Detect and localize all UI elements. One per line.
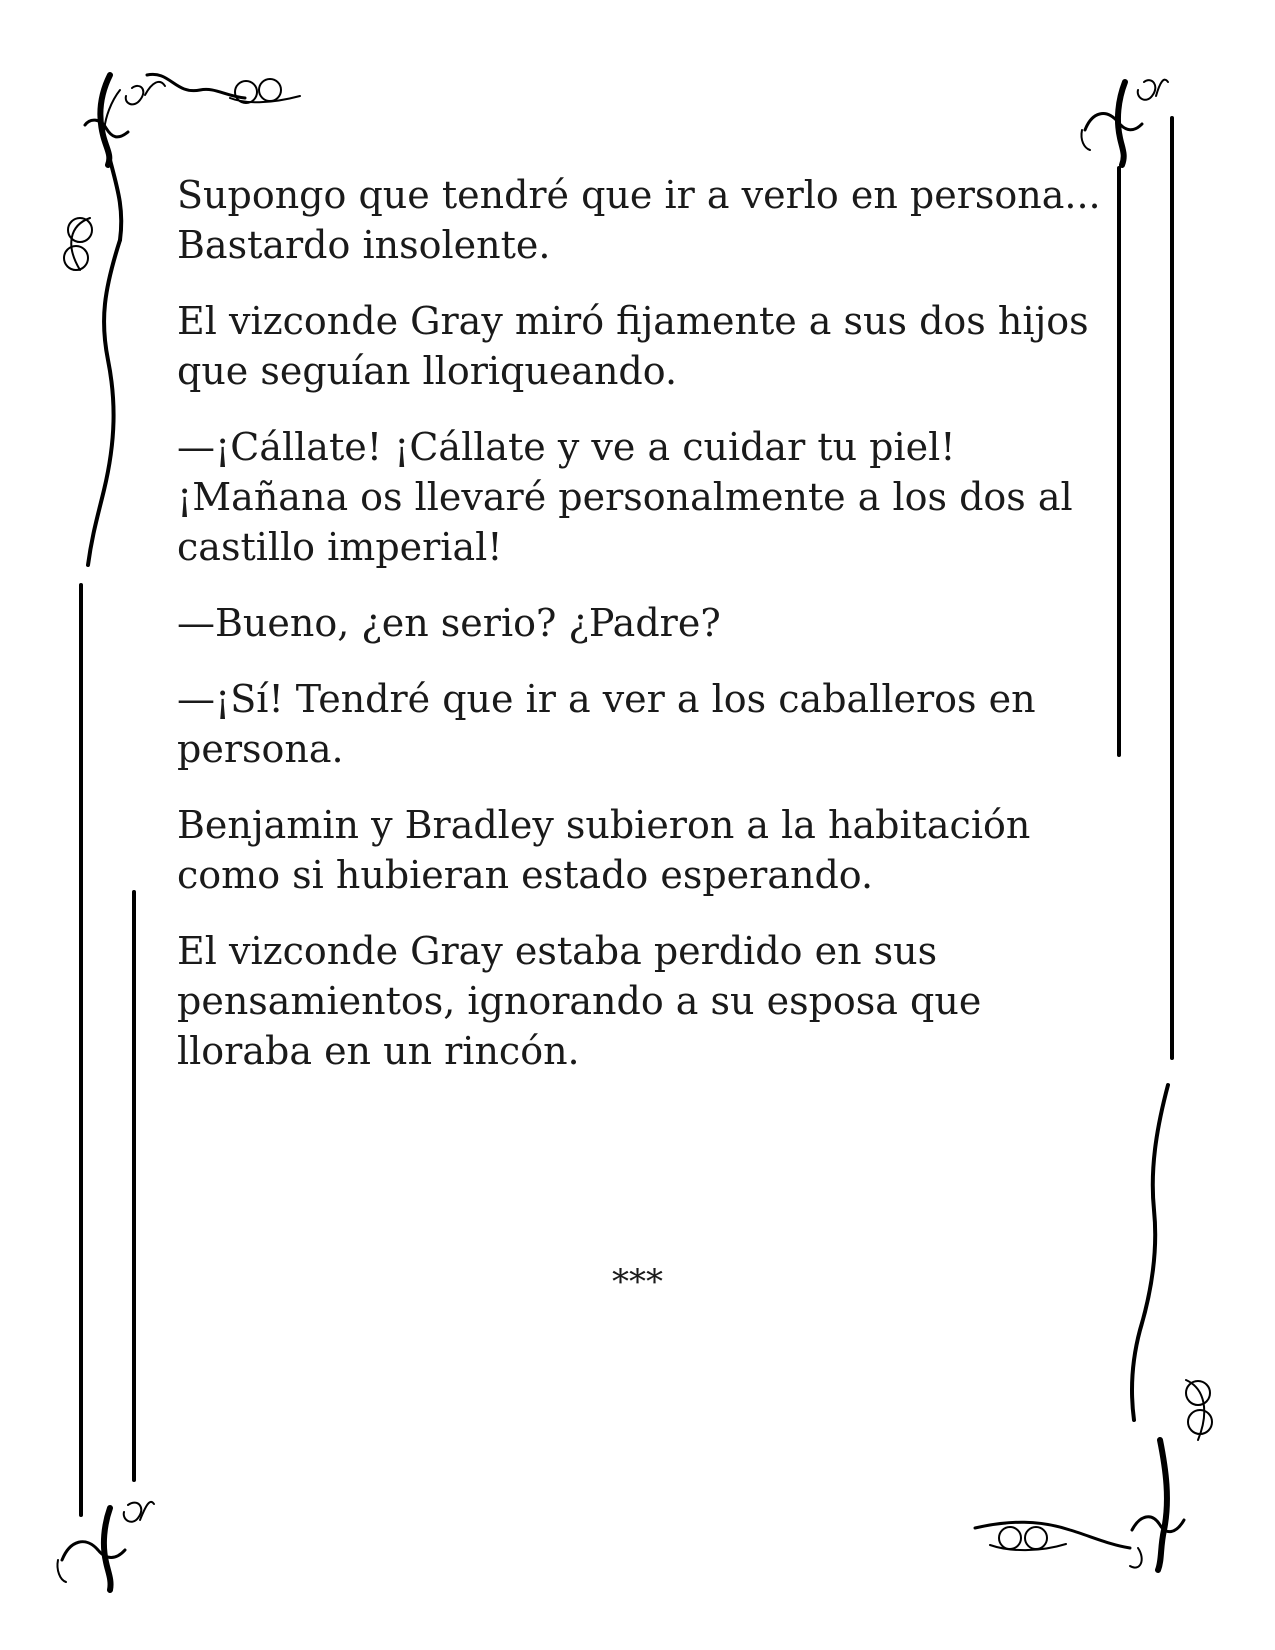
- scene-separator: ***: [612, 1262, 663, 1302]
- bottom-left-flourish-icon: [57, 1502, 154, 1590]
- paragraph: Benjamin y Bradley subieron a la habitación como si hubieran estado esperando.: [177, 803, 1031, 897]
- bottom-right-flourish-icon: [975, 1085, 1212, 1570]
- page-body: [177, 170, 1107, 1102]
- paragraph: El vizconde Gray miró fijamente a sus dos hijos que seguían lloriqueando.: [177, 299, 1089, 393]
- paragraph: El vizconde Gray estaba perdido en sus pensamientos, ignorando a su esposa que lloraba en un rincón.: [177, 929, 982, 1073]
- paragraph: —Bueno, ¿en serio? ¿Padre?: [177, 601, 721, 645]
- paragraph: Supongo que tendré que ir a verlo en persona... Bastardo insolente.: [177, 173, 1101, 267]
- top-right-flourish-icon: [1081, 80, 1168, 165]
- paragraph: —¡Sí! Tendré que ir a ver a los caballeros en persona.: [177, 677, 1036, 771]
- paragraph: —¡Cállate! ¡Cállate y ve a cuidar tu piel! ¡Mañana os llevaré personalmente a los dos al castillo imperial!: [177, 425, 1073, 569]
